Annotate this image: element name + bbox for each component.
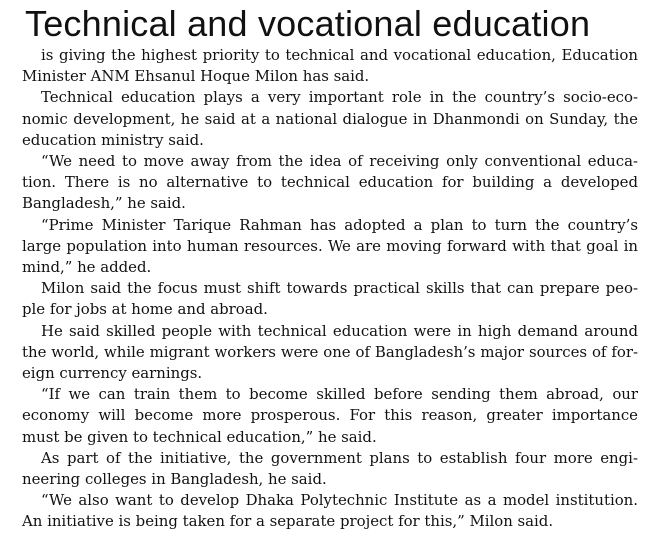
article-headline: Technical and vocational education	[25, 3, 591, 44]
article-paragraph: “Prime Minister Tarique Rahman has adopted a plan to turn the country’s large population into human resources. We are moving forward with that goal in mind,” he added.	[22, 215, 638, 277]
article-paragraph: He said skilled people with technical education were in high demand around the world, while migrant workers were one of Bangladesh’s major sources of foreign currency earnings.	[22, 321, 638, 383]
article-paragraph: As part of the initiative, the government plans to establish four more engineering colleges in Bangladesh, he said.	[22, 448, 638, 489]
article-paragraph: “We also want to develop Dhaka Polytechnic Institute as a model institution. An initiative is being taken for a separate project for this,” Milon said.	[22, 491, 638, 531]
news-article	[22, 4, 638, 533]
article-paragraph: Technical education plays a very important role in the country’s socio-economic development, he said at a national dialogue in Dhanmondi on Sunday, the education ministry said.	[22, 88, 638, 149]
article-body	[22, 45, 638, 533]
article-paragraph: “If we can train them to become skilled before sending them abroad, our economy will become more prosperous. For this reason, greater importance must be given to technical education,” he said.	[22, 385, 638, 446]
article-paragraph: “We need to move away from the idea of receiving only conventional education. There is no alternative to technical education for building a developed Bangladesh,” he said.	[22, 152, 638, 213]
article-paragraph: Milon said the focus must shift towards practical skills that can prepare people for jobs at home and abroad.	[22, 279, 638, 319]
article-paragraph: is giving the highest priority to technical and vocational education, Education Minister ANM Ehsanul Hoque Milon has said.	[22, 46, 638, 86]
